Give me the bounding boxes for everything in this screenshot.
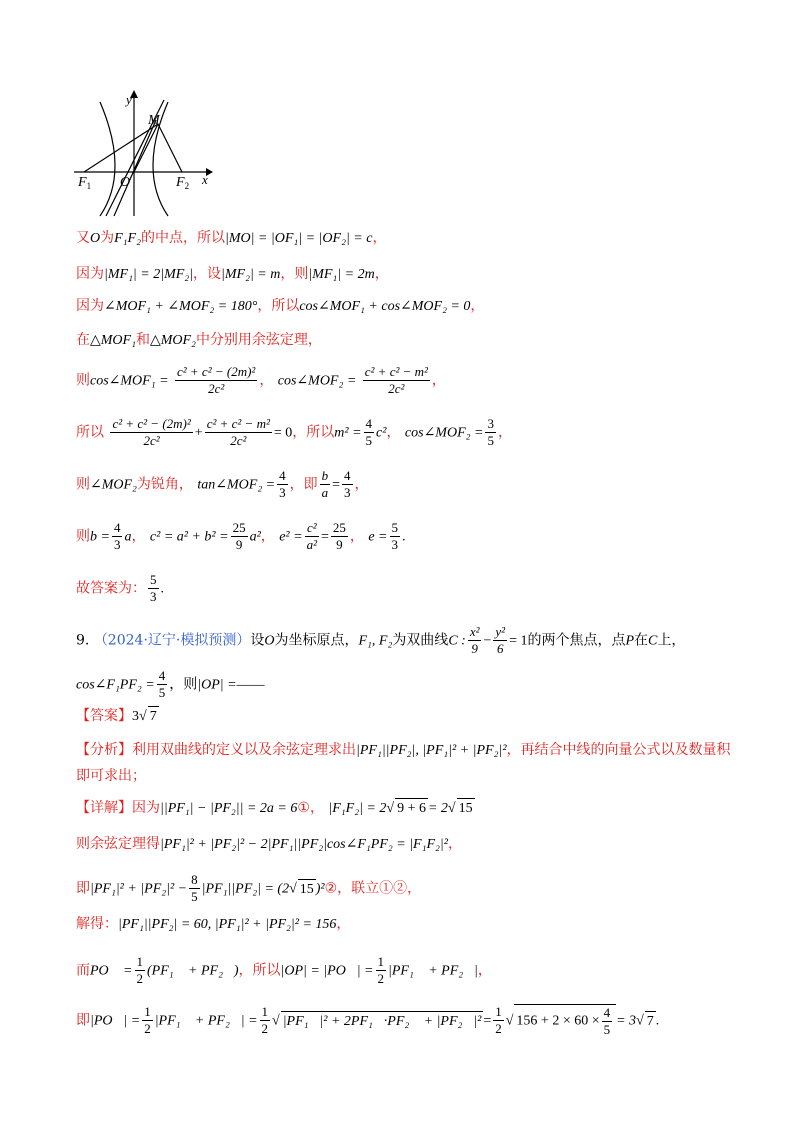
answer-tag: 【答案】 xyxy=(76,708,132,724)
segment-m-f2 xyxy=(158,124,182,172)
answer-blank: —— xyxy=(236,677,265,693)
fraction: $\frac{5}{3}$ xyxy=(391,520,399,552)
label-m: M xyxy=(148,113,160,128)
label-x: x xyxy=(202,172,208,187)
label-f1: $F_1$ xyxy=(78,175,92,191)
sol8-line-7: 则∠MOF₂为锐角， tan∠MOF₂ = $\frac{4}{3}$ ，即 $\frac{b}{a}$ = $\frac{4}{3}$ ， xyxy=(76,468,369,500)
line-2 xyxy=(114,120,156,216)
sol8-line-2: 因为|MF₁| = 2|MF₂|，设|MF₂| = m，则|MF₁| = 2m， xyxy=(76,266,389,282)
fraction: $\frac{\text{c² + c² − (2m)²}}{\text{2c²}}$ xyxy=(112,416,191,448)
fraction: $\frac{8}{5}$ xyxy=(191,872,198,904)
fraction: $\frac{4}{3}$ xyxy=(113,520,121,552)
fraction: $\frac{4}{5}$ xyxy=(603,1005,611,1037)
step-line-2: 即|PF₁|² + |PF₂|² − $\frac{8}{5}$ |PF₁||PF₂| = (2√ 15 )²②，联立①②， xyxy=(76,872,422,904)
fraction: $\frac{\text{c²}}{\text{a²}}$ xyxy=(306,520,317,552)
fraction: $\frac{4}{3}$ xyxy=(279,468,286,500)
fraction: $\frac{1}{2}$ xyxy=(377,954,385,986)
fraction: $\frac{4}{5}$ xyxy=(365,416,373,448)
analysis-line-1: 【分析】利用双曲线的定义以及余弦定理求出|PF₁||PF₂|, |PF₁|² + |PF₂|²，再结合中线的向量公式以及数量积 xyxy=(76,742,731,758)
sol8-line-6: 所以 $\frac{\text{c² + c² − (2m)²}}{\text{2c²}}$ + $\frac{\text{c² + c² − m²}}{\text{2c²}}$ = 0，所以m² = $\frac{4}{5}$ c²， cos∠MOF₂ = $\frac{3}{5}$ ， xyxy=(76,416,512,448)
fraction: $\frac{1}{2}$ xyxy=(495,1004,502,1037)
fraction: $\frac{1}{2}$ xyxy=(136,954,143,986)
step-line-1: 则余弦定理得|PF₁|² + |PF₂|² − 2|PF₁||PF₂|cos∠F₁PF₂ = |F₁F₂|²， xyxy=(76,836,462,852)
fraction: $\frac{\text{c² + c² − (2m)²}}{\text{2c²}}$ xyxy=(176,364,256,396)
fraction: $\frac{25}{9}$ xyxy=(232,520,246,552)
detail-tag: 【详解】 xyxy=(76,800,132,816)
fraction: $\frac{b}{a}$ xyxy=(321,468,329,500)
sol8-line-8: 则b = $\frac{4}{3}$ a， c² = a² + b² = $\frac{25}{9}$ a²， e² = $\frac{\text{c²}}{\text{a²}}$ = $\frac{25}{9}$ ， e = $\frac{5}{3}$ . xyxy=(76,520,406,552)
sol8-line-5: 则cos∠MOF₁ = $\frac{\text{c² + c² − (2m)²}}{\text{2c²}}$ ， cos∠MOF₂ = $\frac{\text{c² + c² − m²}}{\text{2c²}}$ ， xyxy=(76,364,446,396)
fraction: $\frac{\text{c² + c² − m²}}{\text{2c²}}$ xyxy=(364,364,428,396)
label-f2: $F_2$ xyxy=(176,175,190,191)
problem-source: （2024·辽宁·模拟预测） xyxy=(93,632,251,649)
label-o: O xyxy=(120,175,131,190)
fraction: $\frac{4}{3}$ xyxy=(344,468,351,500)
detail-line-1: 【详解】因为||PF₁| − |PF₂|| = 2a = 6①， |F₁F₂| = 2√ 9 + 6 = 2√ 15 xyxy=(76,798,475,819)
step-line-3: 解得：|PF₁||PF₂| = 60, |PF₁|² + |PF₂|² = 156， xyxy=(76,916,351,932)
segment-f1-m xyxy=(84,124,158,172)
fraction: $\frac{25}{9}$ xyxy=(332,520,346,552)
fraction: $\frac{5}{3}$ xyxy=(150,572,157,604)
step-line-4: 而PO⃗ = $\frac{1}{2}$ (PF₁⃗ + PF₂⃗)，所以|OP| = |PO⃗| = $\frac{1}{2}$ |PF₁⃗ + PF₂⃗|， xyxy=(76,954,492,986)
sol8-answer-line: 故答案为： $\frac{5}{3}$ . xyxy=(76,572,164,604)
fraction: $\frac{\text{c² + c² − m²}}{\text{2c²}}$ xyxy=(206,416,270,448)
fraction: $\frac{4}{5}$ xyxy=(158,668,166,700)
answer-line: 【答案】3√ 7 xyxy=(76,706,159,727)
sol8-line-3: 因为∠MOF₁ + ∠MOF₂ = 180°，所以cos∠MOF₁ + cos∠MOF₂ = 0， xyxy=(76,298,485,314)
fraction: $\frac{\text{x²}}{9}$ xyxy=(469,624,480,656)
problem-9-statement: 9. （2024·辽宁·模拟预测）设O为坐标原点，F₁, F₂为双曲线C : $\frac{\text{x²}}{9}$ − $\frac{\text{y²}}{6}$ = 1的两个焦点，点P在C上， xyxy=(76,624,686,656)
fraction: $\frac{1}{2}$ xyxy=(261,1004,269,1037)
sol8-line-4: 在△MOF₁和△MOF₂中分别用余弦定理， xyxy=(76,332,322,348)
fraction: $\frac{1}{2}$ xyxy=(144,1004,151,1037)
fraction: $\frac{\text{y²}}{6}$ xyxy=(495,624,506,656)
hyperbola-figure xyxy=(72,88,222,220)
analysis-tag: 【分析】 xyxy=(76,742,132,758)
analysis-line-2: 即可求出； xyxy=(76,768,146,784)
label-y: y xyxy=(126,92,132,107)
problem-9-line-2: cos∠F₁PF₂ = $\frac{4}{5}$ ，则|OP| =—— xyxy=(76,668,265,700)
step-line-5: 即|PO⃗| = $\frac{1}{2}$ |PF₁⃗ + PF₂⃗| = $\frac{1}{2}$ √ |PF₁⃗|² + 2PF₁⃗·PF₂⃗ + |PF₂⃗|² = $\frac{1}{2}$ √ 156 + 2 × 60 × $\frac{4}{5}$ = 3√ 7 . xyxy=(76,1004,660,1037)
sol8-line-1: 又O为F₁F₂的中点，所以|MO| = |OF₁| = |OF₂| = c， xyxy=(76,230,387,246)
problem-number: 9. xyxy=(76,632,90,649)
left-branch xyxy=(100,102,115,216)
fraction: $\frac{3}{5}$ xyxy=(487,416,494,448)
